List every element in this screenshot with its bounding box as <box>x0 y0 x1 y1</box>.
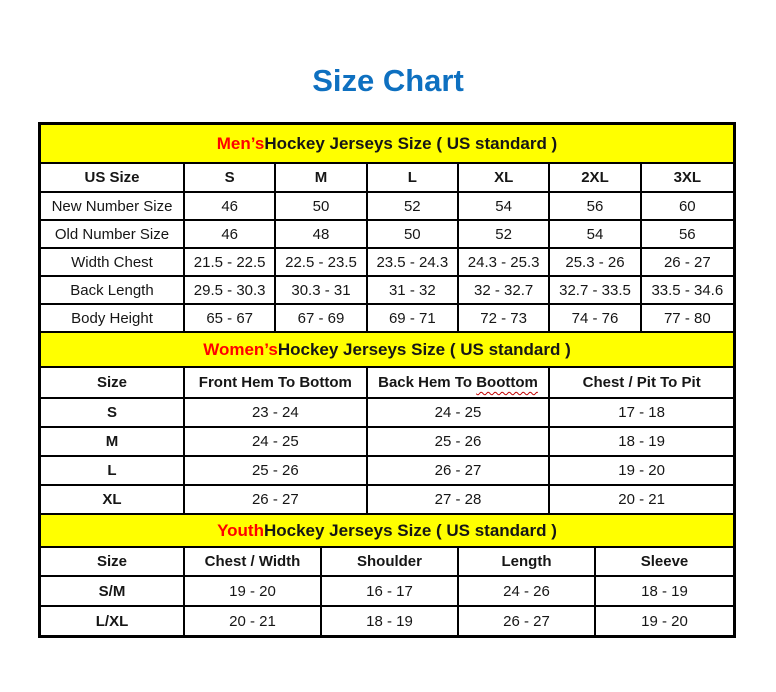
mens-banner-highlight: Men’s <box>216 133 265 153</box>
table-cell: 60 <box>642 193 733 221</box>
womens-section-banner <box>41 333 733 368</box>
table-cell: 24 - 25 <box>185 428 368 457</box>
table-cell: 50 <box>368 221 459 249</box>
column-header: Shoulder <box>322 548 459 577</box>
table-cell: 18 - 19 <box>596 577 733 607</box>
column-header: US Size <box>41 164 185 193</box>
womens-size-table <box>41 368 733 515</box>
table-row <box>41 607 733 635</box>
table-cell: 52 <box>459 221 550 249</box>
column-header: Sleeve <box>596 548 733 577</box>
womens-header-row <box>41 368 733 399</box>
table-cell: 20 - 21 <box>185 607 322 635</box>
youth-banner-highlight: Youth <box>217 520 264 540</box>
table-cell: 74 - 76 <box>550 305 641 333</box>
table-cell: 54 <box>550 221 641 249</box>
table-row <box>41 428 733 457</box>
row-label: Body Height <box>41 305 185 333</box>
row-label: Width Chest <box>41 249 185 277</box>
table-cell: 27 - 28 <box>368 486 551 515</box>
row-label: L <box>41 457 185 486</box>
table-cell: 50 <box>276 193 367 221</box>
table-row <box>41 277 733 305</box>
table-cell: 25 - 26 <box>368 428 551 457</box>
table-cell: 56 <box>642 221 733 249</box>
table-cell: 30.3 - 31 <box>276 277 367 305</box>
table-cell: 54 <box>459 193 550 221</box>
page-title: Size Chart <box>312 63 464 98</box>
table-cell: 31 - 32 <box>368 277 459 305</box>
table-cell: 72 - 73 <box>459 305 550 333</box>
table-cell: 25 - 26 <box>185 457 368 486</box>
column-header: Front Hem To Bottom <box>185 368 368 399</box>
column-header: Chest / Pit To Pit <box>550 368 733 399</box>
mens-banner-text: Hockey Jerseys Size ( US standard ) <box>264 133 558 153</box>
row-label: S/M <box>41 577 185 607</box>
size-chart-table-group <box>38 122 736 638</box>
row-label: M <box>41 428 185 457</box>
row-label: New Number Size <box>41 193 185 221</box>
column-header <box>368 368 551 399</box>
womens-banner-highlight: Women’s <box>203 339 278 359</box>
table-row <box>41 221 733 249</box>
column-header: S <box>185 164 276 193</box>
table-cell: 26 - 27 <box>368 457 551 486</box>
table-cell: 52 <box>368 193 459 221</box>
column-header: XL <box>459 164 550 193</box>
table-cell: 24.3 - 25.3 <box>459 249 550 277</box>
youth-banner-text: Hockey Jerseys Size ( US standard ) <box>263 520 557 540</box>
table-cell: 19 - 20 <box>550 457 733 486</box>
table-cell: 20 - 21 <box>550 486 733 515</box>
table-cell: 18 - 19 <box>322 607 459 635</box>
column-header: Size <box>41 548 185 577</box>
table-row <box>41 305 733 333</box>
table-cell: 17 - 18 <box>550 399 733 428</box>
table-cell: 19 - 20 <box>641 612 688 630</box>
column-header: 2XL <box>550 164 641 193</box>
table-cell: 29.5 - 30.3 <box>185 277 276 305</box>
table-cell: 77 - 80 <box>642 305 733 333</box>
table-cell: 24 - 25 <box>368 399 551 428</box>
table-row <box>41 457 733 486</box>
table-cell: 23.5 - 24.3 <box>368 249 459 277</box>
table-cell: 18 - 19 <box>550 428 733 457</box>
column-header: 3XL <box>642 164 733 193</box>
table-cell: 48 <box>276 221 367 249</box>
column-header: L <box>368 164 459 193</box>
youth-header-row <box>41 548 733 577</box>
table-cell: 32 - 32.7 <box>459 277 550 305</box>
table-cell: 26 - 27 <box>459 607 596 635</box>
mens-section-banner <box>41 125 733 164</box>
table-row <box>41 249 733 277</box>
misspelled-word-with-spellcheck-underline: Boottom <box>476 374 538 391</box>
table-cell: 19 - 20 <box>185 577 322 607</box>
table-row <box>41 486 733 515</box>
table-cell: 67 - 69 <box>276 305 367 333</box>
table-cell: 26 - 27 <box>185 486 368 515</box>
table-cell: 69 - 71 <box>368 305 459 333</box>
table-row <box>41 193 733 221</box>
table-cell: 25.3 - 26 <box>550 249 641 277</box>
table-cell: 46 <box>185 193 276 221</box>
table-cell: 56 <box>550 193 641 221</box>
table-cell: 22.5 - 23.5 <box>276 249 367 277</box>
table-cell: 21.5 - 22.5 <box>185 249 276 277</box>
table-cell: 16 - 17 <box>322 577 459 607</box>
table-cell: 23 - 24 <box>185 399 368 428</box>
table-row <box>41 399 733 428</box>
column-header: Size <box>41 368 185 399</box>
youth-size-table <box>41 548 733 635</box>
table-cell: 65 - 67 <box>185 305 276 333</box>
womens-banner-text: Hockey Jerseys Size ( US standard ) <box>277 339 571 359</box>
header-text: Back Hem To <box>378 374 473 391</box>
column-header: Chest / Width <box>185 548 322 577</box>
column-header: Length <box>459 548 596 577</box>
row-label: S <box>41 399 185 428</box>
mens-size-table <box>41 164 733 333</box>
table-cell: 46 <box>185 221 276 249</box>
mens-header-row <box>41 164 733 193</box>
table-cell: 33.5 - 34.6 <box>642 277 733 305</box>
row-label: Back Length <box>41 277 185 305</box>
row-label: XL <box>41 486 185 515</box>
row-label: Old Number Size <box>41 221 185 249</box>
row-label: L/XL <box>41 607 185 635</box>
column-header: M <box>276 164 367 193</box>
youth-section-banner <box>41 515 733 548</box>
table-cell: 26 - 27 <box>642 249 733 277</box>
table-row <box>41 577 733 607</box>
table-cell: 32.7 - 33.5 <box>550 277 641 305</box>
table-cell: 24 - 26 <box>459 577 596 607</box>
